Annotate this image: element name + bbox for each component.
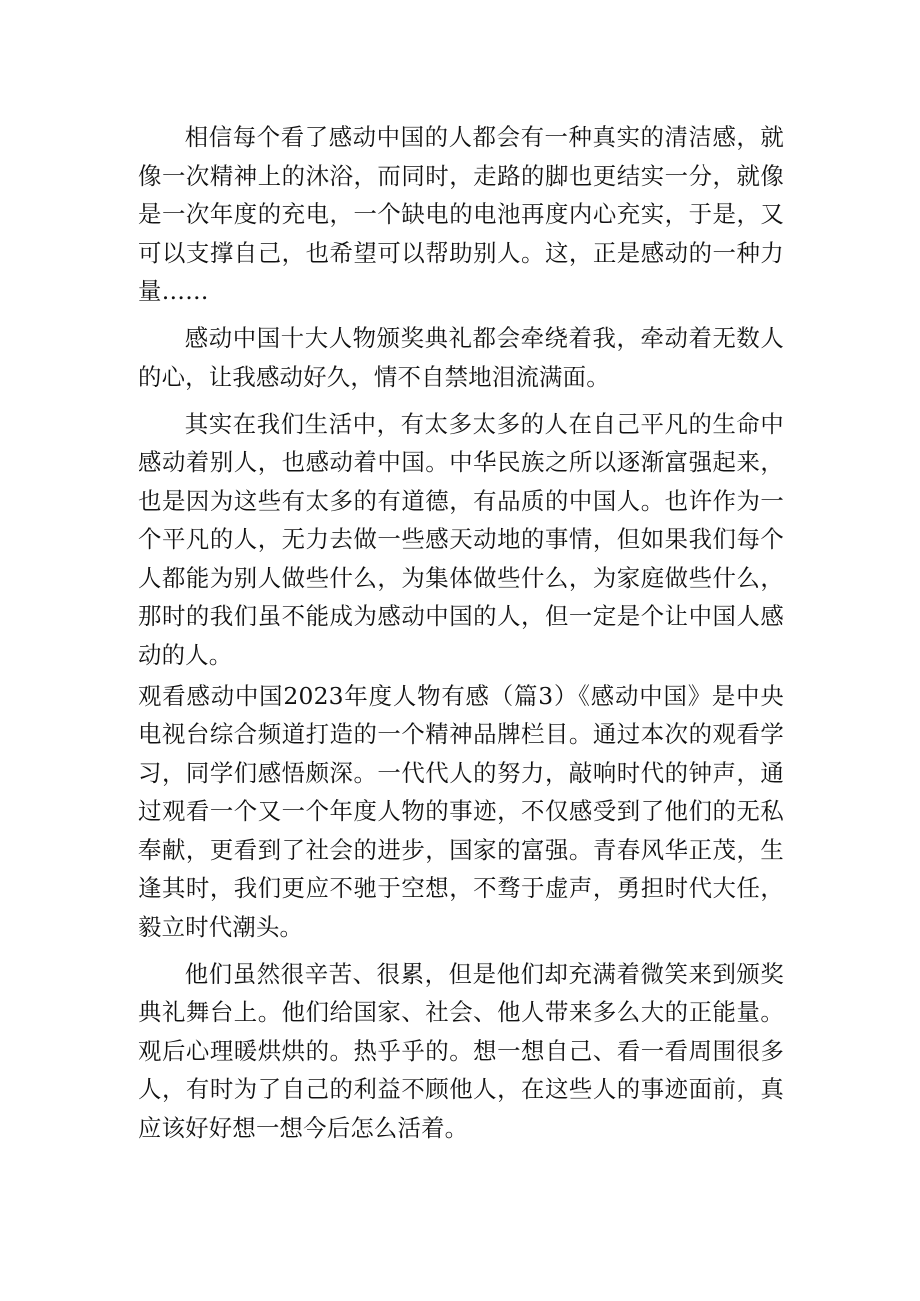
paragraph-essay-part-3: 观看感动中国2023年度人物有感（篇3）《感动中国》是中央电视台综合频道打造的一个精神品牌栏目。通过本次的观看学习，同学们感悟颇深。一代代人的努力，敲响时代的钟声，通过观看一个又一个年度人物的事迹，不仅感受到了他们的无私奉献，更看到了社会的进步，国家的富强。青春风华正茂，生逢其时，我们更应不驰于空想，不骛于虚声，勇担时代大任，毅立时代潮头。 [138, 681, 784, 941]
paragraph-positive-energy: 他们虽然很辛苦、很累，但是他们却充满着微笑来到颁奖典礼舞台上。他们给国家、社会、他人带来多么大的正能量。观后心理暖烘烘的。热乎乎的。想一想自己、看一看周围很多人，有时为了自己的利益不顾他人，在这些人的事迹面前，真应该好好想一想今后怎么活着。 [138, 959, 784, 1142]
paragraph-award-ceremony: 感动中国十大人物颁奖典礼都会牵绕着我，牵动着无数人的心，让我感动好久，情不自禁地泪流满面。 [138, 324, 784, 391]
document-page [138, 118, 784, 1156]
paragraph-ordinary-people: 其实在我们生活中，有太多太多的人在自己平凡的生命中感动着别人，也感动着中国。中华民族之所以逐渐富强起来，也是因为这些有太多的有道德，有品质的中国人。也许作为一个平凡的人，无力去做一些感天动地的事情，但如果我们每个人都能为别人做些什么，为集体做些什么，为家庭做些什么，那时的我们虽不能成为感动中国的人，但一定是个让中国人感动的人。 [138, 409, 784, 669]
paragraph-cleansing-feeling: 相信每个看了感动中国的人都会有一种真实的清洁感，就像一次精神上的沐浴，而同时，走路的脚也更结实一分，就像是一次年度的充电，一个缺电的电池再度内心充实，于是，又可以支撑自己，也希望可以帮助别人。这，正是感动的一种力量…… [138, 123, 784, 305]
